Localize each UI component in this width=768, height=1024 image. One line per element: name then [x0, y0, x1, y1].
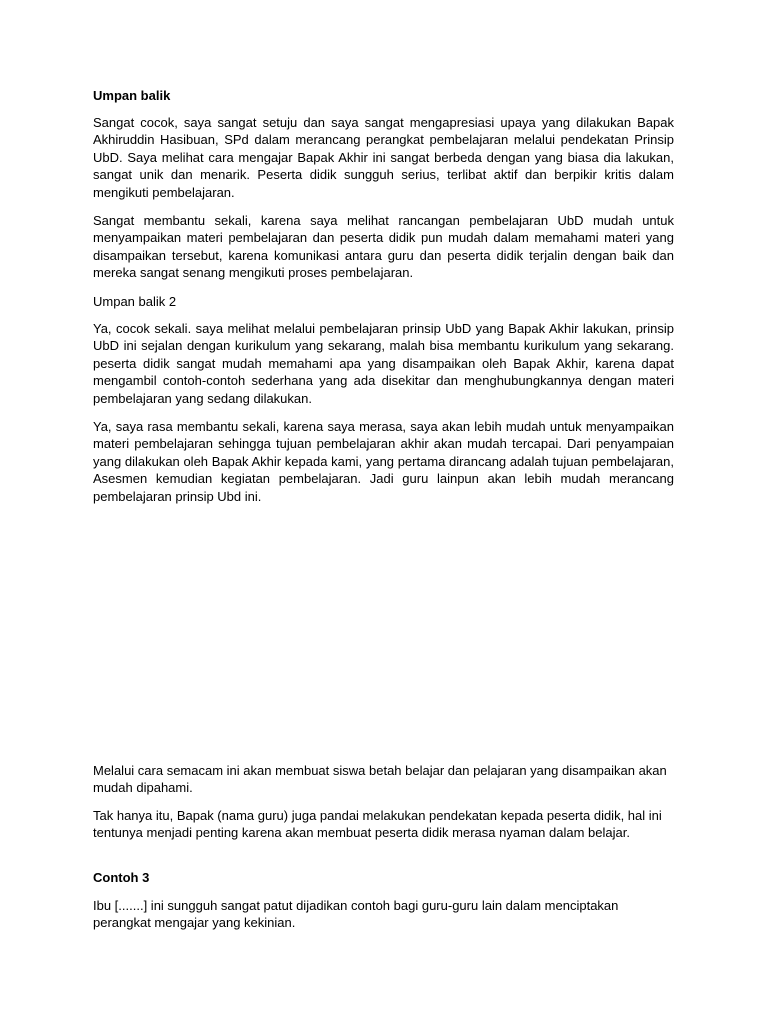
section-umpan-balik-2-heading: [93, 293, 674, 310]
paragraph: Ya, saya rasa membantu sekali, karena saya merasa, saya akan lebih mudah untuk menyampaikan materi pembelajaran sehingga tujuan pembelajaran akhir akan mudah tercapai. Dari penyampaian yang dilakukan oleh Bapak Akhir kepada kami, yang pertama dirancang adalah tujuan pembelajaran, Asesmen kemudian kegiatan pembelajaran. Jadi guru lainpun akan lebih mudah merancang pembelajaran prinsip Ubd ini.: [93, 419, 674, 504]
section-umpan-balik-2-paragraph-1: [93, 320, 674, 407]
heading-umpan-balik: Umpan balik: [93, 88, 171, 103]
paragraph: Ya, cocok sekali. saya melihat melalui pembelajaran prinsip UbD yang Bapak Akhir lakukan, prinsip UbD ini sejalan dengan kurikulum yang sekarang, malah bisa membantu kurikulum yang sekarang. peserta didik sangat mudah memahami apa yang disampaikan oleh Bapak Akhir, karena dapat mengambil contoh-contoh sederhana yang ada disekitar dan menghubungkannya dengan materi pembelajaran yang sedang dilakukan.: [93, 321, 674, 406]
section-umpan-balik-2-paragraph-2: [93, 418, 674, 505]
paragraph: Sangat membantu sekali, karena saya melihat rancangan pembelajaran UbD mudah untuk menyampaikan materi pembelajaran dan peserta didik pun mudah dalam memahami materi yang disampaikan tersebut, karena komunikasi antara guru dan peserta didik terjalin dengan baik dan mereka sangat senang mengikuti proses pembelajaran.: [93, 213, 674, 281]
section-umpan-balik-heading: [93, 87, 674, 104]
section-contoh-3-paragraph-1: [93, 897, 674, 932]
paragraph: Sangat cocok, saya sangat setuju dan saya sangat mengapresiasi upaya yang dilakukan Bapak Akhiruddin Hasibuan, SPd dalam merancang perangkat pembelajaran melalui pendekatan Prinsip UbD. Saya melihat cara mengajar Bapak Akhir ini sangat berbeda dengan yang biasa dia lakukan, sangat unik dan menarik. Peserta didik sungguh serius, terlibat aktif dan berpikir kritis dalam mengikuti pembelajaran.: [93, 115, 674, 200]
section-umpan-balik-paragraph-1: [93, 114, 674, 201]
section-3-paragraph-2: [93, 807, 674, 842]
section-contoh-3-heading: [93, 869, 674, 886]
heading-umpan-balik-2: Umpan balik 2: [93, 294, 177, 309]
section-umpan-balik-paragraph-2: [93, 212, 674, 282]
paragraph: Ibu [.......] ini sungguh sangat patut dijadikan contoh bagi guru-guru lain dalam menciptakan perangkat mengajar yang kekinian.: [93, 898, 619, 931]
section-3-paragraph-1: [93, 762, 674, 797]
paragraph: Tak hanya itu, Bapak (nama guru) juga pandai melakukan pendekatan kepada peserta didik, hal ini tentunya menjadi penting karena akan membuat peserta didik merasa nyaman dalam belajar.: [93, 808, 662, 841]
paragraph: Melalui cara semacam ini akan membuat siswa betah belajar dan pelajaran yang disampaikan akan mudah dipahami.: [93, 763, 667, 796]
heading-contoh-3: Contoh 3: [93, 870, 150, 885]
